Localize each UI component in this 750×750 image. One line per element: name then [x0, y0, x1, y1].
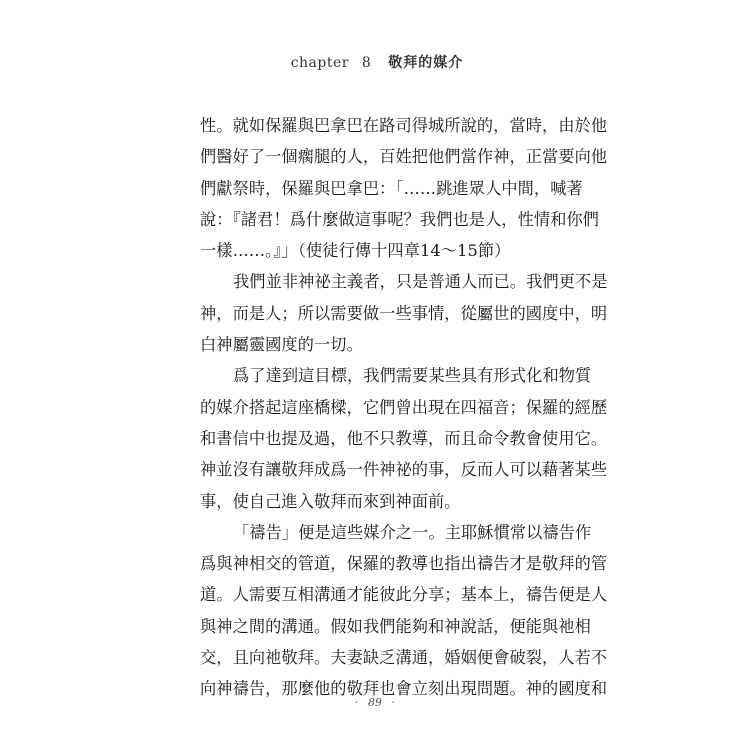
page-number: 89	[368, 696, 382, 709]
text-line: 白神屬靈國度的一切。	[200, 335, 363, 355]
text-line: 道。人需要互相溝通才能彼此分享；基本上，禱告便是人	[200, 585, 608, 605]
text-line: 神，而是人；所以需要做一些事情，從屬世的國度中，明	[200, 303, 608, 323]
text-line: 說：『諸君！爲什麼做這事呢？我們也是人，性情和你們	[200, 209, 600, 229]
text-line: 們獻祭時，保羅與巴拿巴：「……跳進眾人中間，喊著	[200, 178, 583, 198]
text-line: 們醫好了一個瘸腿的人，百姓把他們當作神，正當要向他	[200, 147, 608, 167]
folio-left-dot: ·	[355, 696, 359, 709]
text-line: 神並沒有讓敬拜成爲一件神祕的事，反而人可以藉著某些	[200, 460, 608, 480]
text-line: 爲了達到這目標，我們需要某些具有形式化和物質	[233, 366, 592, 386]
text-line: 向神禱告，那麼他的敬拜也會立刻出現問題。神的國度和	[200, 679, 608, 699]
text-line: 「禱告」便是這些媒介之一。主耶穌慣常以禱告作	[233, 522, 592, 542]
text-line: 交，且向祂敬拜。夫妻缺乏溝通，婚姻便會破裂，人若不	[200, 648, 608, 668]
chapter-number: 8	[361, 55, 372, 71]
text-line: 一樣……。』」（使徒行傳十四章14～15節）	[200, 241, 511, 261]
chapter-label: chapter	[290, 55, 349, 71]
body-text	[200, 110, 608, 705]
page-folio	[0, 696, 750, 709]
text-line: 和書信中也提及過，他不只教導，而且命令教會使用它。	[200, 428, 608, 448]
text-line: 我們並非神祕主義者，只是普通人而已。我們更不是	[233, 272, 608, 292]
text-line: 事，使自己進入敬拜而來到神面前。	[200, 491, 461, 511]
text-line: 性。就如保羅與巴拿巴在路司得城所說的，當時，由於他	[200, 116, 608, 135]
running-head	[0, 52, 750, 72]
text-line: 與神之間的溝通。假如我們能夠和神說話，便能與祂相	[200, 616, 591, 636]
text-line: 的媒介搭起這座橋樑，它們曾出現在四福音；保羅的經歷	[200, 397, 608, 417]
folio-right-dot: ·	[391, 696, 395, 709]
text-line: 爲與神相交的管道，保羅的教導也指出禱告才是敬拜的管	[200, 554, 608, 574]
chapter-title: 敬拜的媒介	[388, 55, 464, 71]
